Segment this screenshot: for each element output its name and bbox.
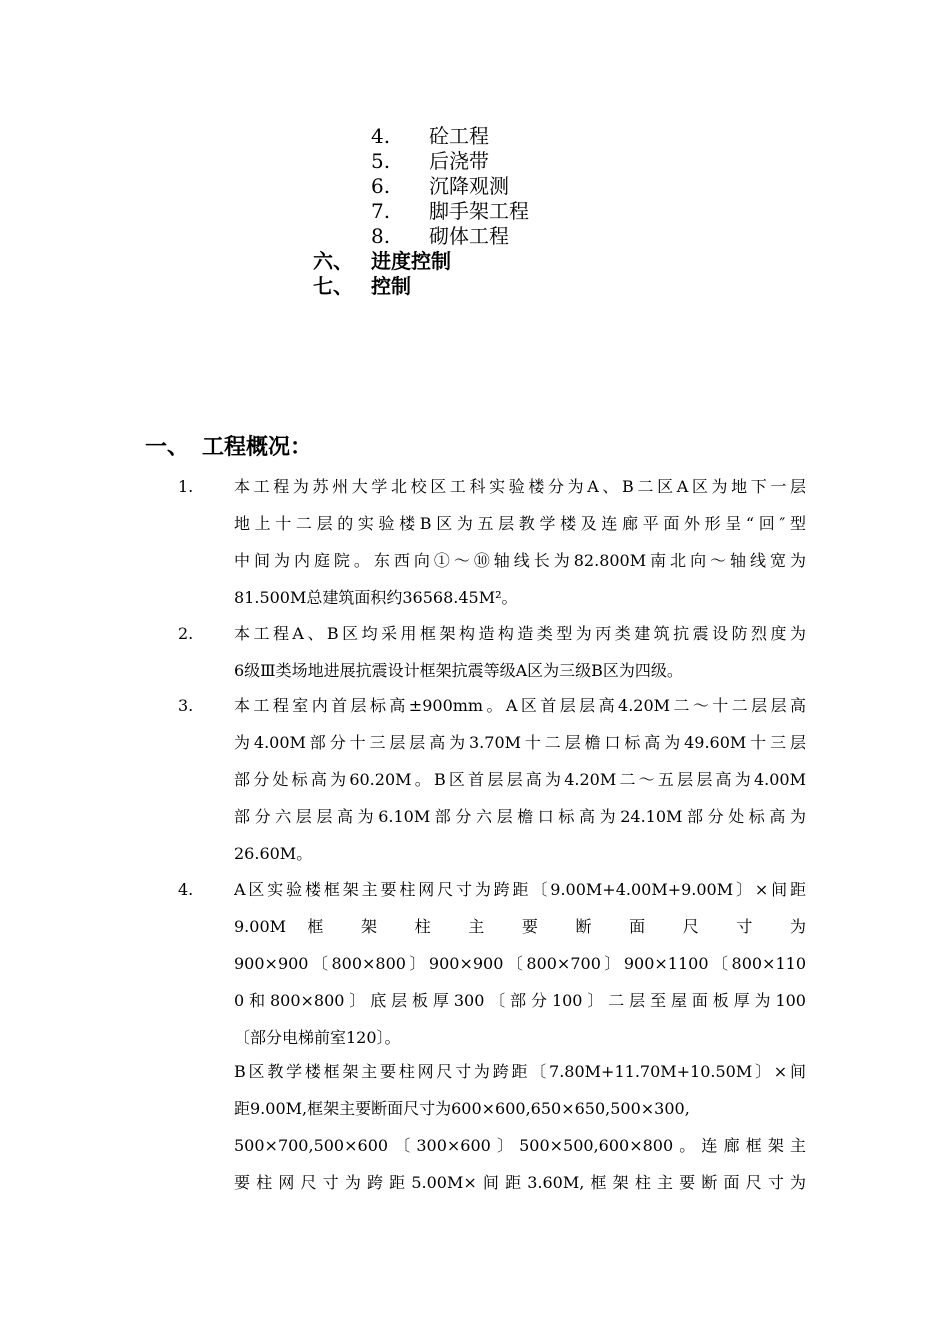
toc-item-label: 脚手架工程 xyxy=(429,199,529,223)
paragraph-line: 中间为内庭院。东西向①～⑩轴线长为82.800M南北向～轴线宽为 xyxy=(234,551,806,570)
item-paragraph xyxy=(234,871,806,1056)
item-number: 1. xyxy=(178,477,194,496)
item-number: 3. xyxy=(178,696,194,715)
section-number: 一、 xyxy=(145,435,190,460)
toc-item-number: 6. xyxy=(371,174,391,198)
toc-section-number: 六、 xyxy=(313,249,353,273)
paragraph-line: 部分六层层高为6.10M部分六层檐口标高为24.10M部分处标高为 xyxy=(234,807,806,826)
paragraph-line: 部分处标高为60.20M。B区首层层高为4.20M二～五层层高为4.00M xyxy=(234,770,806,789)
sub-paragraph xyxy=(234,1053,806,1201)
paragraph-line: 〔部分电梯前室120〕。 xyxy=(234,1028,401,1047)
paragraph-line: 0和800×800〕底层板厚300〔部分100〕二层至屋面板厚为100 xyxy=(234,991,806,1010)
paragraph-line: 9.00M 框 架 柱 主 要 断 面 尺 寸 为 xyxy=(234,917,806,936)
item-paragraph xyxy=(234,468,806,616)
paragraph-line: 81.500M总建筑面积约36568.45M²。 xyxy=(234,588,518,607)
paragraph-line: A区实验楼框架主要柱网尺寸为跨距〔9.00M+4.00M+9.00M〕×间距 xyxy=(234,880,806,899)
paragraph-line: 本工程为苏州大学北校区工科实验楼分为A、B二区A区为地下一层 xyxy=(234,477,806,496)
paragraph-line: 距9.00M,框架主要断面尺寸为600×600,650×650,500×300, xyxy=(234,1099,690,1118)
toc-item-number: 8. xyxy=(371,224,391,248)
toc-item-label: 砼工程 xyxy=(429,124,489,148)
paragraph-line: 地上十二层的实验楼B区为五层教学楼及连廊平面外形呈“回″型 xyxy=(234,514,806,533)
item-number: 2. xyxy=(178,624,194,643)
toc-item-label: 沉降观测 xyxy=(429,174,509,198)
toc-item-number: 5. xyxy=(371,149,391,173)
item-number: 4. xyxy=(178,880,194,899)
paragraph-line: B区教学楼框架主要柱网尺寸为跨距〔7.80M+11.70M+10.50M〕×间 xyxy=(234,1062,806,1081)
paragraph-line: 要柱网尺寸为跨距5.00M×间距3.60M,框架柱主要断面尺寸为 xyxy=(234,1173,806,1192)
paragraph-line: 为4.00M部分十三层层高为3.70M十二层檐口标高为49.60M十三层 xyxy=(234,733,806,752)
paragraph-line: 6级Ⅲ类场地进展抗震设计框架抗震等级A区为三级B区为四级。 xyxy=(234,661,683,680)
toc-item-label: 砌体工程 xyxy=(429,224,509,248)
paragraph-line: 26.60M。 xyxy=(234,844,313,863)
toc-section-label: 进度控制 xyxy=(371,249,451,273)
toc-item-number: 4. xyxy=(371,124,391,148)
toc-section-label: 控制 xyxy=(371,274,411,298)
item-paragraph xyxy=(234,615,806,689)
section-title: 工程概况： xyxy=(202,435,313,460)
item-paragraph xyxy=(234,687,806,872)
paragraph-line: 900×900〔800×800〕900×900〔800×700〕900×1100〔800×110 xyxy=(234,954,806,973)
paragraph-line: 500×700,500×600〔300×600〕500×500,600×800。连廊框架主 xyxy=(234,1136,806,1155)
toc-item-number: 7. xyxy=(371,199,391,223)
toc-section-number: 七、 xyxy=(313,274,353,298)
paragraph-line: 本工程室内首层标高±900mm。A区首层层高4.20M二～十二层层高 xyxy=(234,696,806,715)
paragraph-line: 本工程A、B区均采用框架构造构造类型为丙类建筑抗震设防烈度为 xyxy=(234,624,806,643)
toc-item-label: 后浇带 xyxy=(429,149,489,173)
